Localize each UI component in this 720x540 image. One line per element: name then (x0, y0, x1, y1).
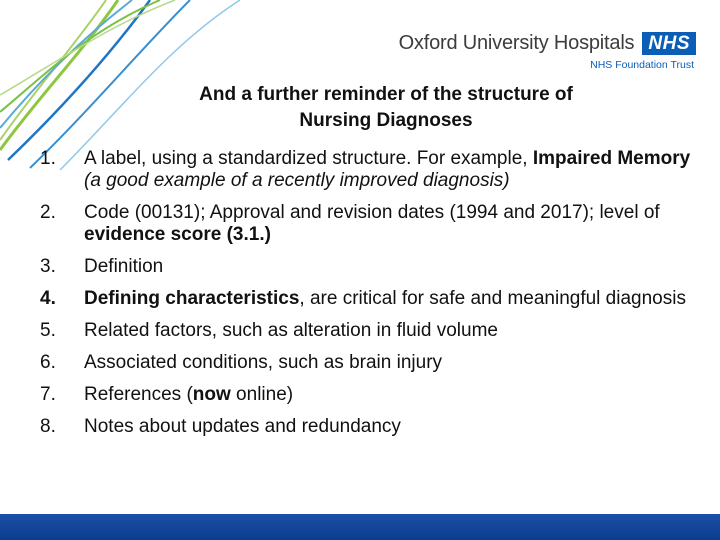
list-item-text: Associated conditions, such as brain injury (84, 352, 443, 373)
list-item-text: online) (230, 384, 294, 405)
list-item-number: 2. (40, 202, 56, 223)
list-item-number: 5. (40, 320, 56, 341)
organization-subtitle: NHS Foundation Trust (590, 59, 694, 71)
list-item (0, 384, 700, 406)
organization-name: Oxford University Hospitals (398, 32, 635, 54)
list-item (0, 416, 700, 438)
list-item-text: A label, using a standardized structure. For example, (84, 148, 533, 169)
list-item (0, 202, 700, 246)
list-item-number: 6. (40, 352, 56, 373)
organization-logo (399, 32, 696, 71)
list-item (0, 256, 700, 278)
slide-title-line-1: And a further reminder of the structure of (199, 84, 573, 105)
list-item-text: evidence score (3.1.) (84, 224, 271, 245)
list-item-number: 7. (40, 384, 56, 405)
list-item-text: , are critical for safe and meaningful diagnosis (299, 288, 686, 309)
list-item-text: Definition (84, 256, 164, 277)
list-item-text: References ( (84, 384, 193, 405)
list-item (0, 148, 700, 192)
slide-title-line-2: Nursing Diagnoses (299, 110, 473, 131)
list-item-text: now (192, 384, 231, 405)
list-item-text: Code (00131); Approval and revision dates (1994 and 2017); level of (84, 202, 660, 223)
slide-title (160, 82, 612, 134)
diagnosis-structure-list (0, 148, 700, 448)
list-item (0, 352, 700, 374)
list-item (0, 320, 700, 342)
footer-bar (0, 514, 720, 540)
list-item (0, 288, 700, 310)
list-item-text: Impaired Memory (532, 148, 691, 169)
list-item-number: 3. (40, 256, 56, 277)
list-item-number: 1. (40, 148, 56, 169)
list-item-text: (a good example of a recently improved diagnosis) (84, 170, 510, 191)
list-item-number: 4. (40, 288, 56, 309)
list-item-text: Defining characteristics (84, 288, 300, 309)
list-item-text: Related factors, such as alteration in fluid volume (84, 320, 498, 341)
nhs-badge: NHS (642, 32, 696, 55)
list-item-number: 8. (40, 416, 56, 437)
list-item-text: Notes about updates and redundancy (84, 416, 401, 437)
